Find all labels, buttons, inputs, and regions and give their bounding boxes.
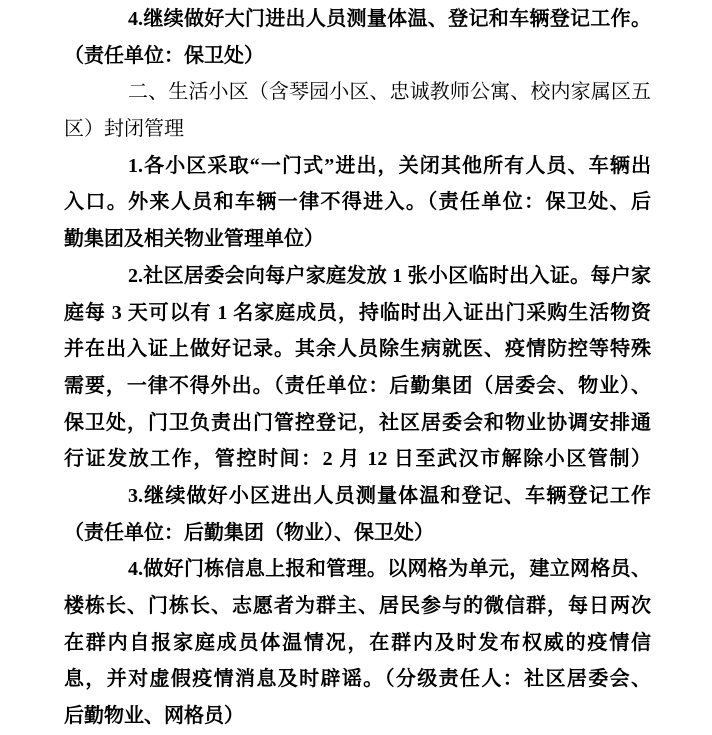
text-line: 需要，一律不得外出。（责任单位：后勤集团（居委会、物业）、 xyxy=(64,374,651,397)
text-line: 在群内自报家庭成员体温情况，在群内及时发布权威的疫情信 xyxy=(64,631,651,654)
text-line: （责任单位：后勤集团（物业）、保卫处） xyxy=(64,521,434,544)
text-line: 入口。外来人员和车辆一律不得进入。（责任单位：保卫处、后 xyxy=(64,191,651,214)
text-line: 勤集团及相关物业管理单位） xyxy=(64,228,324,251)
text-line: 4.做好门栋信息上报和管理。以网格为单元，建立网格员、 xyxy=(128,558,651,581)
text-line: 区）封闭管理 xyxy=(64,118,184,141)
text-line: 庭每 3 天可以有 1 名家庭成员，持临时出入证出门采购生活物资 xyxy=(64,301,651,324)
text-line: 楼栋长、门栋长、志愿者为群主、居民参与的微信群，每日两次 xyxy=(64,595,651,617)
text-line: （责任单位：保卫处） xyxy=(64,44,264,67)
text-line: 1.各小区采取“一门式”进出，关闭其他所有人员、车辆出 xyxy=(128,154,651,177)
text-line: 行证发放工作，管控时间：2 月 12 日至武汉市解除小区管制） xyxy=(64,448,651,471)
text-line: 4.继续做好大门进出人员测量体温、登记和车辆登记工作。 xyxy=(128,8,651,30)
text-line: 2.社区居委会向每户家庭发放 1 张小区临时出入证。每户家 xyxy=(128,264,651,287)
document-lines xyxy=(64,1,651,735)
text-line: 二、生活小区（含琴园小区、忠诚教师公寓、校内家属区五 xyxy=(128,81,651,104)
text-line: 并在出入证上做好记录。其余人员除生病就医、疫情防控等特殊 xyxy=(64,338,651,361)
text-line: 息，并对虚假疫情消息及时辟谣。（分级责任人：社区居委会、 xyxy=(64,668,651,691)
text-line: 后勤物业、网格员） xyxy=(64,705,244,728)
text-line: 3.继续做好小区进出人员测量体温和登记、车辆登记工作 xyxy=(128,484,651,507)
text-line: 保卫处，门卫负责出门管控登记，社区居委会和物业协调安排通 xyxy=(64,411,651,434)
